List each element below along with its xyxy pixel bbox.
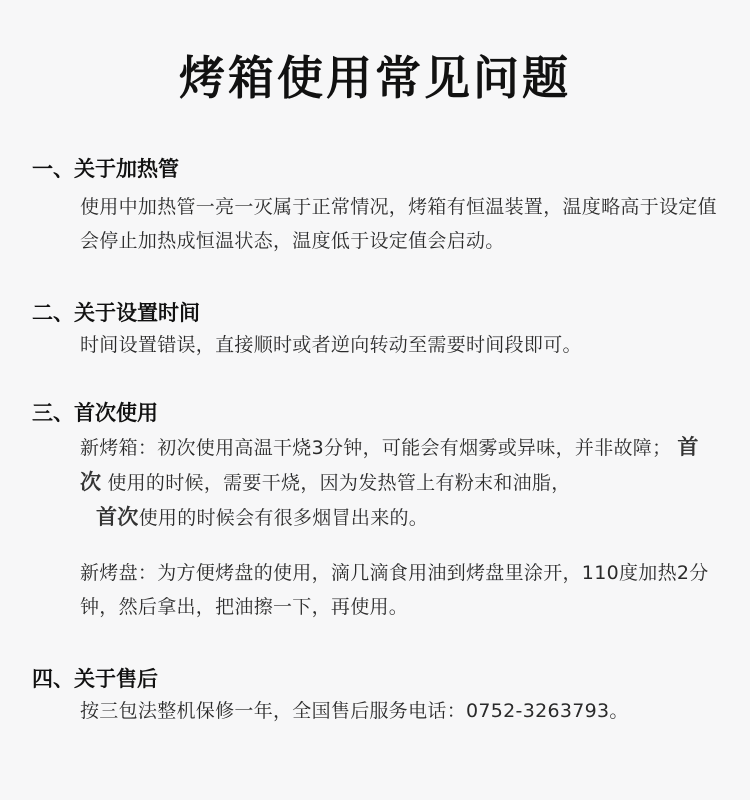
emphasis-first-time-2: 首次 — [96, 505, 139, 529]
new-oven-text-1: 新烤箱：初次使用高温干烧3分钟，可能会有烟雾或异味，并非故障； — [80, 437, 672, 459]
emphasis-first-time: 首次 — [80, 435, 699, 494]
new-oven-text-3: 使用的时候会有很多烟冒出来的。 — [138, 507, 429, 529]
section-heading-set-time: 二、关于设置时间 — [32, 301, 200, 325]
section-text-new-tray: 新烤盘：为方便烤盘的使用，滴几滴食用油到烤盘里涂开，110度加热2分钟，然后拿出，把油擦一下，再使用。 — [80, 562, 709, 618]
section-text-new-oven — [80, 430, 720, 535]
section-heading-after-sales: 四、关于售后 — [32, 667, 158, 691]
section-heading-heating-tube: 一、关于加热管 — [32, 157, 179, 181]
section-heading-first-use: 三、首次使用 — [32, 401, 158, 425]
page-title: 烤箱使用常见问题 — [179, 51, 571, 105]
section-text-after-sales: 按三包法整机保修一年，全国售后服务电话：0752-3263793。 — [80, 700, 629, 722]
new-oven-text-2: 使用的时候，需要干烧，因为发热管上有粉末和油脂， — [107, 472, 571, 494]
section-text-heating-tube: 使用中加热管一亮一灭属于正常情况，烤箱有恒温装置，温度略高于设定值会停止加热成恒温状态，温度低于设定值会启动。 — [80, 196, 717, 252]
section-text-set-time: 时间设置错误，直接顺时或者逆向转动至需要时间段即可。 — [80, 334, 582, 356]
